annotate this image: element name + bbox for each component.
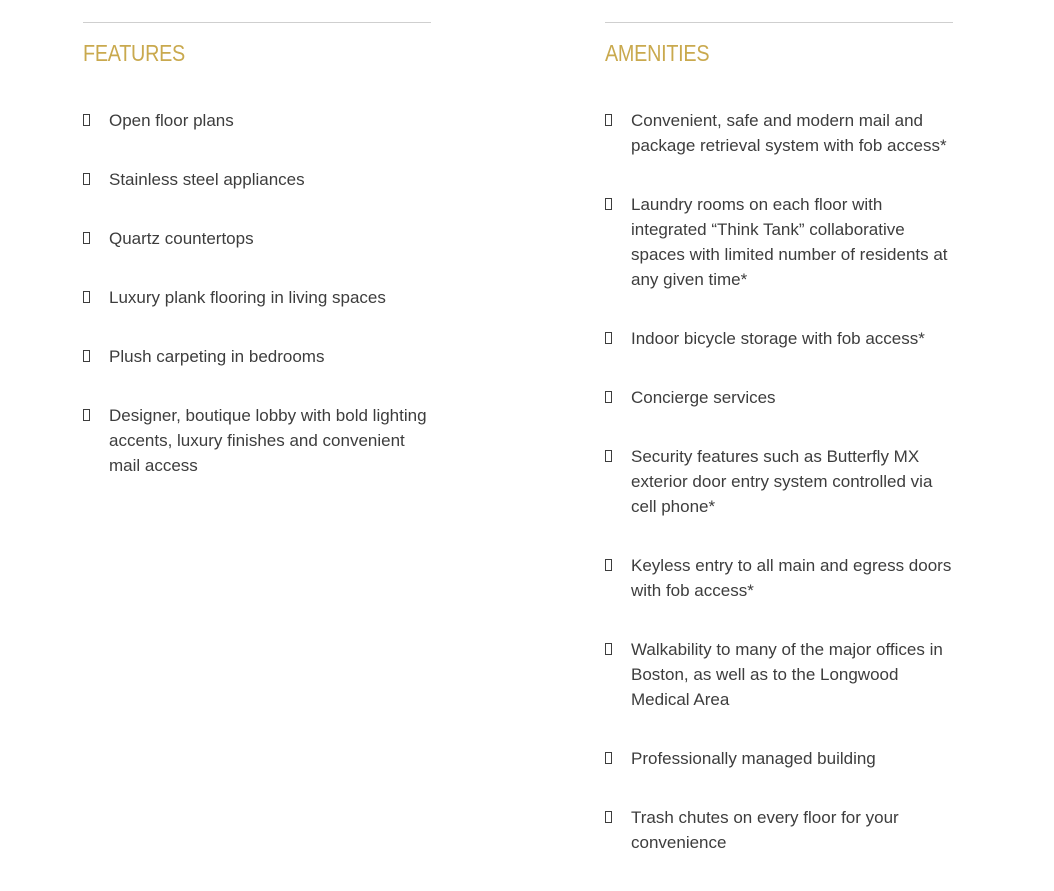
list-item-text: Keyless entry to all main and egress doors with fob access* (631, 556, 952, 600)
bullet-icon (83, 409, 90, 421)
bullet-icon (605, 811, 612, 823)
bullet-icon (605, 559, 612, 571)
bullet-icon (605, 391, 612, 403)
bullet-icon (605, 332, 612, 344)
list-item (83, 344, 431, 369)
list-item (83, 285, 431, 310)
list-item-text: Professionally managed building (631, 749, 876, 768)
list-item (83, 108, 431, 133)
list-item (605, 326, 953, 351)
list-item-text: Convenient, safe and modern mail and package retrieval system with fob access* (631, 111, 947, 155)
list-item (83, 226, 431, 251)
bullet-icon (83, 173, 90, 185)
bullet-icon (83, 114, 90, 126)
features-section (83, 22, 431, 512)
list-item (605, 553, 953, 603)
list-item-text: Walkability to many of the major offices in Boston, as well as to the Longwood Medical Area (631, 640, 943, 709)
amenities-heading: AMENITIES (605, 40, 710, 66)
list-item-text: Security features such as Butterfly MX exterior door entry system controlled via cell phone* (631, 447, 933, 516)
features-heading: FEATURES (83, 40, 185, 66)
list-item (605, 444, 953, 519)
list-item (605, 192, 953, 292)
list-item (605, 746, 953, 771)
bullet-icon (605, 198, 612, 210)
list-item (605, 108, 953, 158)
list-item (605, 805, 953, 855)
list-item-text: Stainless steel appliances (109, 170, 305, 189)
amenities-section (605, 22, 953, 889)
bullet-icon (83, 232, 90, 244)
list-item-text: Luxury plank flooring in living spaces (109, 288, 386, 307)
amenities-list (605, 108, 953, 855)
list-item-text: Indoor bicycle storage with fob access* (631, 329, 925, 348)
bullet-icon (83, 350, 90, 362)
list-item (605, 637, 953, 712)
bullet-icon (605, 643, 612, 655)
list-item (83, 167, 431, 192)
list-item-text: Laundry rooms on each floor with integrated “Think Tank” collaborative spaces with limited number of residents at any given time* (631, 195, 948, 289)
list-item-text: Concierge services (631, 388, 776, 407)
list-item-text: Plush carpeting in bedrooms (109, 347, 325, 366)
bullet-icon (605, 114, 612, 126)
features-list (83, 108, 431, 478)
bullet-icon (83, 291, 90, 303)
bullet-icon (605, 752, 612, 764)
list-item-text: Trash chutes on every floor for your convenience (631, 808, 899, 852)
list-item-text: Designer, boutique lobby with bold lighting accents, luxury finishes and convenient mail access (109, 406, 427, 475)
list-item-text: Open floor plans (109, 111, 234, 130)
bullet-icon (605, 450, 612, 462)
list-item-text: Quartz countertops (109, 229, 254, 248)
list-item (605, 385, 953, 410)
list-item (83, 403, 431, 478)
